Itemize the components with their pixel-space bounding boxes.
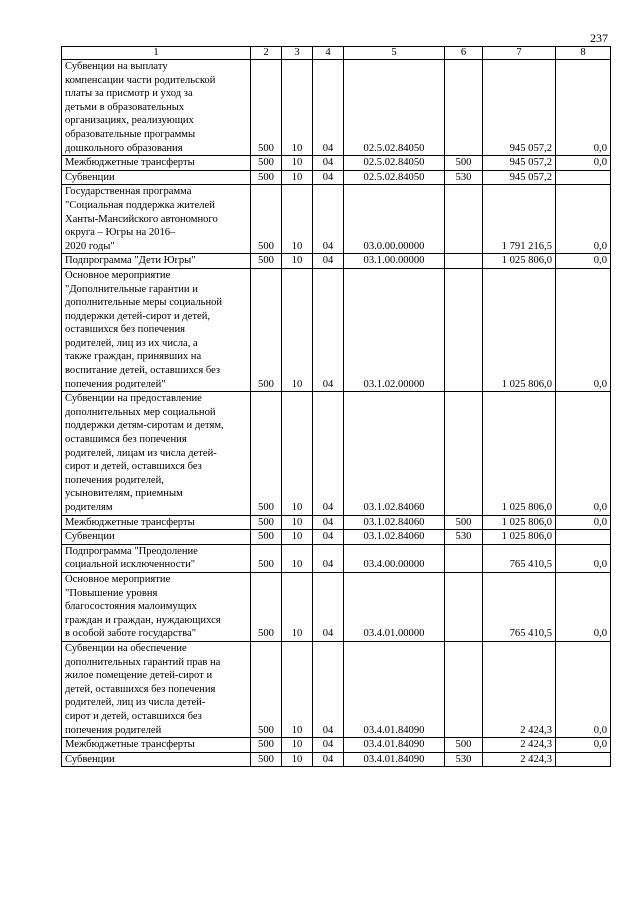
cell-amount: 2 424,3 bbox=[483, 738, 556, 753]
cell-target-code: 03.1.00.00000 bbox=[344, 254, 445, 269]
column-header: 7 bbox=[483, 47, 556, 60]
cell-expense-type: 500 bbox=[445, 156, 483, 171]
row-name: Субвенции bbox=[62, 530, 251, 545]
cell-expense-type bbox=[445, 185, 483, 254]
cell-admin: 500 bbox=[251, 254, 282, 269]
row-name: Основное мероприятие "Дополнительные гарантии и дополнительные меры социальной поддержки детей-сирот и детей, оставшихся без попечения родителей, лиц из их числа, а также граждан, принявших на воспитание детей, оставшихся без попечения родителей" bbox=[62, 268, 251, 391]
table-row bbox=[62, 641, 611, 737]
row-name: Межбюджетные трансферты bbox=[62, 515, 251, 530]
cell-section: 10 bbox=[282, 544, 313, 572]
cell-expense-type bbox=[445, 60, 483, 156]
cell-amount: 945 057,2 bbox=[483, 156, 556, 171]
row-name: Подпрограмма "Преодоление социальной исключенности" bbox=[62, 544, 251, 572]
cell-target-code: 02.5.02.84050 bbox=[344, 156, 445, 171]
cell-subsection: 04 bbox=[313, 60, 344, 156]
cell-admin: 500 bbox=[251, 641, 282, 737]
row-name: Подпрограмма "Дети Югры" bbox=[62, 254, 251, 269]
cell-amount: 1 025 806,0 bbox=[483, 392, 556, 515]
row-name: Основное мероприятие "Повышение уровня благосостояния малоимущих граждан и граждан, нуждающихся в особой заботе государства" bbox=[62, 572, 251, 641]
cell-amount: 1 025 806,0 bbox=[483, 254, 556, 269]
cell-subsection: 04 bbox=[313, 515, 344, 530]
cell-expense-type: 530 bbox=[445, 752, 483, 767]
cell-amount: 765 410,5 bbox=[483, 544, 556, 572]
cell-subsection: 04 bbox=[313, 156, 344, 171]
table-row bbox=[62, 530, 611, 545]
cell-target-code: 02.5.02.84050 bbox=[344, 60, 445, 156]
cell-target-code: 03.4.01.00000 bbox=[344, 572, 445, 641]
cell-expense-type bbox=[445, 392, 483, 515]
cell-expense-type bbox=[445, 544, 483, 572]
cell-subsection: 04 bbox=[313, 170, 344, 185]
cell-section: 10 bbox=[282, 515, 313, 530]
table-row bbox=[62, 544, 611, 572]
cell-amount: 1 791 216,5 bbox=[483, 185, 556, 254]
column-header: 3 bbox=[282, 47, 313, 60]
cell-amount-2: 0,0 bbox=[556, 185, 611, 254]
cell-amount: 2 424,3 bbox=[483, 752, 556, 767]
table-row bbox=[62, 572, 611, 641]
cell-subsection: 04 bbox=[313, 254, 344, 269]
page-number: 237 bbox=[590, 31, 608, 45]
table-row bbox=[62, 156, 611, 171]
cell-subsection: 04 bbox=[313, 530, 344, 545]
cell-admin: 500 bbox=[251, 738, 282, 753]
row-name: Межбюджетные трансферты bbox=[62, 156, 251, 171]
cell-admin: 500 bbox=[251, 544, 282, 572]
row-name: Государственная программа "Социальная поддержка жителей Ханты-Мансийского автономного округа – Югры на 2016– 2020 годы" bbox=[62, 185, 251, 254]
cell-amount-2 bbox=[556, 752, 611, 767]
cell-admin: 500 bbox=[251, 268, 282, 391]
cell-subsection: 04 bbox=[313, 641, 344, 737]
cell-amount-2: 0,0 bbox=[556, 572, 611, 641]
cell-target-code: 03.1.02.00000 bbox=[344, 268, 445, 391]
cell-admin: 500 bbox=[251, 60, 282, 156]
cell-amount-2 bbox=[556, 530, 611, 545]
cell-expense-type bbox=[445, 641, 483, 737]
cell-subsection: 04 bbox=[313, 268, 344, 391]
column-header: 4 bbox=[313, 47, 344, 60]
cell-amount-2: 0,0 bbox=[556, 392, 611, 515]
cell-admin: 500 bbox=[251, 515, 282, 530]
row-name: Субвенции bbox=[62, 170, 251, 185]
table-row bbox=[62, 185, 611, 254]
cell-target-code: 03.4.01.84090 bbox=[344, 738, 445, 753]
header-row bbox=[62, 47, 611, 60]
cell-target-code: 03.1.02.84060 bbox=[344, 530, 445, 545]
cell-section: 10 bbox=[282, 738, 313, 753]
table-row bbox=[62, 738, 611, 753]
cell-expense-type bbox=[445, 572, 483, 641]
cell-amount: 945 057,2 bbox=[483, 170, 556, 185]
cell-admin: 500 bbox=[251, 392, 282, 515]
cell-amount-2: 0,0 bbox=[556, 156, 611, 171]
cell-amount: 1 025 806,0 bbox=[483, 530, 556, 545]
cell-subsection: 04 bbox=[313, 738, 344, 753]
cell-section: 10 bbox=[282, 641, 313, 737]
cell-target-code: 03.4.00.00000 bbox=[344, 544, 445, 572]
cell-subsection: 04 bbox=[313, 392, 344, 515]
cell-amount: 945 057,2 bbox=[483, 60, 556, 156]
cell-amount-2: 0,0 bbox=[556, 738, 611, 753]
row-name: Субвенции bbox=[62, 752, 251, 767]
cell-amount-2 bbox=[556, 170, 611, 185]
table-row bbox=[62, 254, 611, 269]
cell-amount: 1 025 806,0 bbox=[483, 515, 556, 530]
row-name: Субвенции на выплату компенсации части родительской платы за присмотр и уход за детьми в образовательных организациях, реализующих образовательные программы дошкольного образования bbox=[62, 60, 251, 156]
cell-section: 10 bbox=[282, 156, 313, 171]
cell-expense-type bbox=[445, 268, 483, 391]
cell-subsection: 04 bbox=[313, 185, 344, 254]
cell-admin: 500 bbox=[251, 530, 282, 545]
cell-section: 10 bbox=[282, 752, 313, 767]
cell-admin: 500 bbox=[251, 572, 282, 641]
table-row bbox=[62, 170, 611, 185]
cell-admin: 500 bbox=[251, 156, 282, 171]
row-name: Межбюджетные трансферты bbox=[62, 738, 251, 753]
table-row bbox=[62, 268, 611, 391]
row-name: Субвенции на обеспечение дополнительных гарантий прав на жилое помещение детей-сирот и детей, оставшихся без попечения родителей, лиц из числа детей- сирот и детей, оставшихся без попечения родителей bbox=[62, 641, 251, 737]
cell-section: 10 bbox=[282, 268, 313, 391]
cell-section: 10 bbox=[282, 170, 313, 185]
cell-target-code: 03.4.01.84090 bbox=[344, 641, 445, 737]
table-row bbox=[62, 515, 611, 530]
column-header: 8 bbox=[556, 47, 611, 60]
column-header: 6 bbox=[445, 47, 483, 60]
budget-table bbox=[61, 46, 611, 767]
cell-subsection: 04 bbox=[313, 752, 344, 767]
cell-expense-type: 500 bbox=[445, 738, 483, 753]
cell-subsection: 04 bbox=[313, 572, 344, 641]
cell-amount-2: 0,0 bbox=[556, 268, 611, 391]
column-header: 5 bbox=[344, 47, 445, 60]
cell-expense-type: 500 bbox=[445, 515, 483, 530]
cell-amount-2: 0,0 bbox=[556, 544, 611, 572]
cell-amount: 1 025 806,0 bbox=[483, 268, 556, 391]
cell-amount: 765 410,5 bbox=[483, 572, 556, 641]
cell-admin: 500 bbox=[251, 752, 282, 767]
cell-admin: 500 bbox=[251, 185, 282, 254]
cell-expense-type bbox=[445, 254, 483, 269]
cell-section: 10 bbox=[282, 254, 313, 269]
cell-target-code: 03.1.02.84060 bbox=[344, 392, 445, 515]
cell-amount: 2 424,3 bbox=[483, 641, 556, 737]
row-name: Субвенции на предоставление дополнительных мер социальной поддержки детям-сиротам и детям, оставшимся без попечения родителей, лицам из числа детей- сирот и детей, оставшихся без попечения родителей, усыновителям, приемным родителям bbox=[62, 392, 251, 515]
cell-target-code: 03.1.02.84060 bbox=[344, 515, 445, 530]
cell-section: 10 bbox=[282, 392, 313, 515]
cell-amount-2: 0,0 bbox=[556, 641, 611, 737]
table-row bbox=[62, 60, 611, 156]
table-row bbox=[62, 752, 611, 767]
cell-amount-2: 0,0 bbox=[556, 254, 611, 269]
cell-section: 10 bbox=[282, 185, 313, 254]
column-header: 2 bbox=[251, 47, 282, 60]
cell-section: 10 bbox=[282, 60, 313, 156]
cell-admin: 500 bbox=[251, 170, 282, 185]
cell-section: 10 bbox=[282, 572, 313, 641]
cell-expense-type: 530 bbox=[445, 530, 483, 545]
cell-target-code: 03.4.01.84090 bbox=[344, 752, 445, 767]
cell-subsection: 04 bbox=[313, 544, 344, 572]
table-row bbox=[62, 392, 611, 515]
cell-target-code: 02.5.02.84050 bbox=[344, 170, 445, 185]
cell-section: 10 bbox=[282, 530, 313, 545]
column-header: 1 bbox=[62, 47, 251, 60]
cell-expense-type: 530 bbox=[445, 170, 483, 185]
cell-target-code: 03.0.00.00000 bbox=[344, 185, 445, 254]
cell-amount-2: 0,0 bbox=[556, 515, 611, 530]
cell-amount-2: 0,0 bbox=[556, 60, 611, 156]
